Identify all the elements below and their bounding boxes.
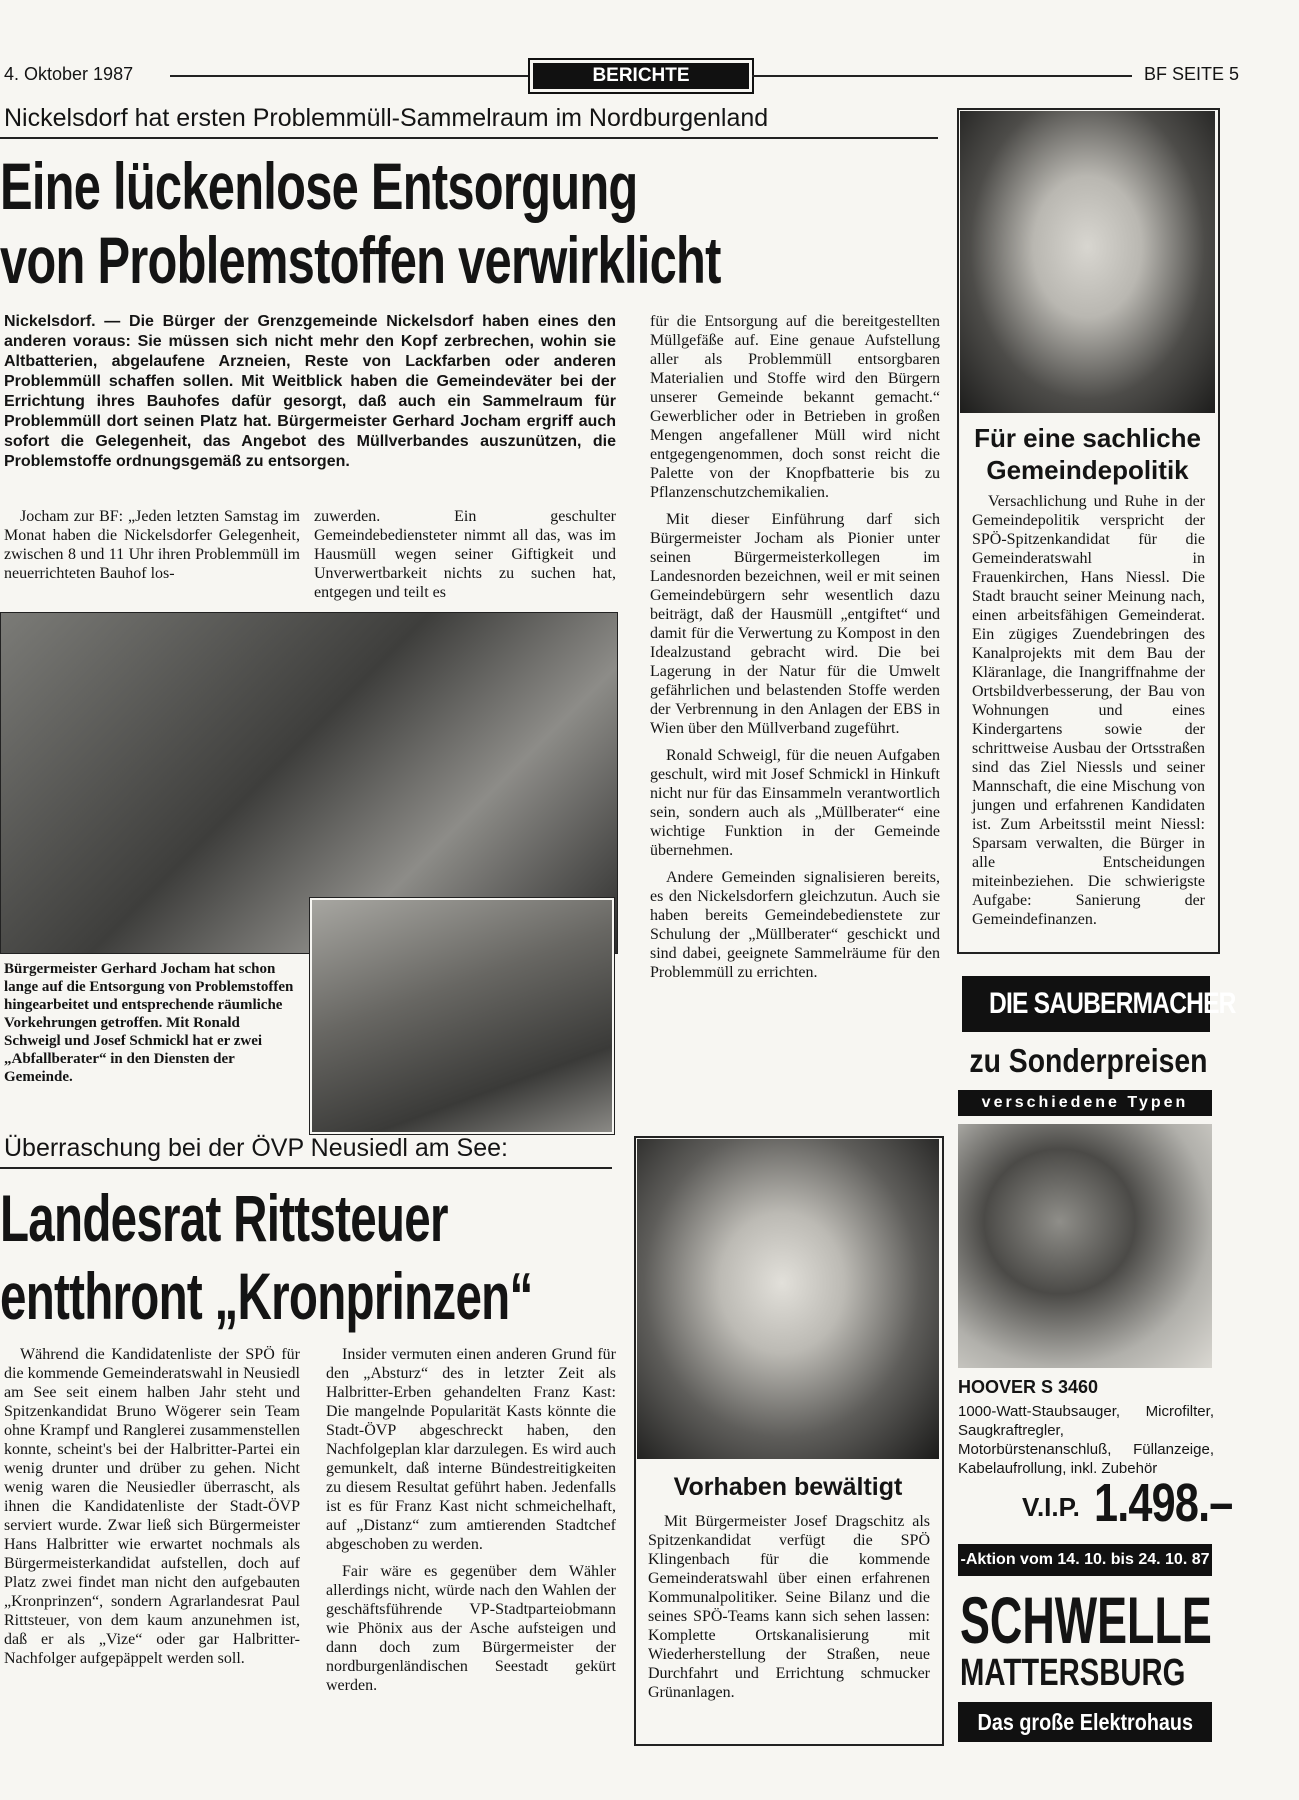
ad-price-block [1022, 1472, 1233, 1533]
sidebar2-text-p: Mit Bürgermeister Josef Dragschitz als Spitzenkandidat verfügt die SPÖ Klingenbach für die kommende Gemeinderatswahl über einen erfahrenen Kommunalpolitiker. Seine Bilanz und die seines SPÖ-Teams kann sich sehen lassen: Komplette Ortskanalisierung mit Wiederherstellung der Straßen, neue Durchfahrt und Errichtung schmucker Grünanlagen. [648, 1513, 930, 1701]
sidebar1-title-line1: Für eine sachliche [974, 423, 1201, 453]
niessl-portrait-photo [960, 111, 1215, 413]
article1-kicker-rule [0, 137, 938, 139]
ad-slogan-text: Das große Elektrohaus [977, 1709, 1193, 1735]
section-tag-label: BERICHTE [533, 63, 749, 89]
sidebar2-text [648, 1512, 930, 1710]
article1-col3-p3: Ronald Schweigl, für die neuen Aufgaben geschult, wird mit Josef Schmickl in Hinkuft nicht nur für das Einsammeln verantwortlich sein, sondern auch als „Müllberater“ eine wichtige Funktion in der Gemeinde übernehmen. [650, 747, 940, 859]
page-date: 4. Oktober 1987 [4, 64, 134, 84]
page-number: BF SEITE 5 [1144, 64, 1240, 84]
ad-vip-label: V.I.P. [1022, 1492, 1080, 1522]
header-rule-right [752, 75, 1132, 77]
ad-price: 1.498.– [1094, 1473, 1233, 1533]
sidebar1-title-line2: Gemeindepolitik [986, 455, 1189, 485]
article1-col3-p2: Mit dieser Einführung darf sich Bürgermeister Jocham als Pionier unter seinen Bürgermeisterkollegen im Landesnorden bezeichnen, weil er mit seinen Gemeindebürgern sehr wesentlich dazu beiträgt, daß der Hausmüll „entgiftet“ und damit für die Verwertung zu Kompost in den Idealzustand gebracht wird. Die bei Lagerung in der Natur für die Umwelt gefährlichen und belastenden Stoffe werden der Verbrennung in den Anlagen der EBS in Wien über den Müllverband zugeführt. [650, 511, 940, 737]
ad-title-bar-text: DIE SAUBERMACHER [989, 987, 1236, 1020]
ad-types-bar: verschiedene Typen [958, 1090, 1212, 1116]
header-rule-left [170, 75, 528, 77]
article2-col1-text: Während die Kandidatenliste der SPÖ für die kommende Gemeinderatswahl in Neusiedl am See seit einem halben Jahr steht und Spitzenkandidat Bruno Wögerer sein Team ohne Krampf und Ranglerei zusammenstellen konnte, scheint's bei der Halbritter-Partei ein wenig drunter und drüber zu gehen. Nicht wenig waren die Neusiedler überrascht, als ihnen die Kandidatenliste der Stadt-ÖVP serviert wurde. Zwar ließ sich Bürgermeister Hans Halbritter wie erwartet nochmals als Bürgermeisterkandidat aufstellen, doch auf Platz zwei findet man nicht den aufgebauten „Kronprinzen“, sondern Agrarlandesrat Paul Rittsteuer, von dem kaum anzunehmen ist, daß er als „Vize“ oder gar Halbritter-Nachfolger aufgepäppelt werden soll. [4, 1346, 300, 1667]
sidebar1-text-p: Versachlichung und Ruhe in der Gemeindepolitik verspricht der SPÖ-Spitzenkandidat für die Gemeinderatswahl in Frauenkirchen, Hans Niessl. Die Stadt braucht seiner Meinung nach, einen arbeitsfähigen Gemeinderat. Ein zügiges Zuendebringen des Kanalprojekts mit dem Bau der Kläranlage, die Inangriffnahme der Ortsbildverbesserung, der Bau von Wohnungen und eines Kindergartens sowie der schrittweise Ausbau der Ortsstraßen sind das Ziel Niessls und seiner Mannschaft, die eine Mischung von jungen und erfahrenen Kandidaten ist. Zum Arbeitsstil meint Niessl: Sparsam verwalten, die Bürger in alle Entscheidungen miteinbeziehen. Die schwierigste Aufgabe: Sanierung der Gemeindefinanzen. [972, 493, 1205, 928]
article2-col2-p2: Fair wäre es gegenüber dem Wähler allerdings nicht, würde nach den Wahlen der geschäftsführende VP-Stadtparteiobmann wie Phönix aus der Asche aufsteigen und dann doch zum Bürgermeister der nordburgenländischen Seestadt gekürt werden. [326, 1563, 616, 1694]
article2-headline-line2: entthront „Kronprinzen“ [0, 1259, 533, 1333]
article1-col2-text: zuwerden. Ein geschulter Gemeindebediensteter nimmt all das, was im Hausmüll wegen seiner Giftigkeit und Unverwertbarkeit nichts zu suchen hat, entgegen und teilt es [314, 508, 616, 601]
article2-col1 [4, 1345, 300, 1676]
article1-lead: Nickelsdorf. — Die Bürger der Grenzgemeinde Nickelsdorf haben eines den anderen voraus: Sie müssen sich nicht mehr den Kopf zerbrechen, wohin sie Altbatterien, abgelaufene Arzneien, Reste von Lackfarben oder anderen Problemmüll schaffen sollen. Mit Weitblick haben die Gemeindeväter bei der Errichtung ihres Bauhofes dafür gesorgt, daß auch ein Sammelraum für Problemmüll dort seinen Platz hat. Bürgermeister Gerhard Jocham ergriff auch sofort die Gelegenheit, das Angebot des Müllverbandes auszunützen, die Problemstoffe ordnungsgemäß zu entsorgen. [4, 313, 616, 470]
ad-brand-line1: SCHWELLE [960, 1583, 1212, 1657]
article1-col2 [314, 507, 616, 610]
dragschitz-portrait-photo [637, 1139, 939, 1459]
article1-col3-p4: Andere Gemeinden signalisieren bereits, es den Nickelsdorfern gleichzutun. Auch sie haben bereits Gemeindebedienstete zur Schulung der „Müllberater“ geschickt und sind dabei, geeignete Sammelräume für den Problemmüll zu errichten. [650, 869, 940, 981]
article1-col3-p1: für die Entsorgung auf die bereitgestellten Müllgefäße auf. Eine genaue Aufstellung aller als Problemmüll entsorgbaren Materialien und Stoffe wird den Bürgern unserer Gemeinde bekannt gemacht.“ Gewerblicher oder in Betrieben in großen Mengen angefallener Müll wird nicht entgegengenommen, doch sonst reicht die Palette von der Knopfbatterie bis zu Pflanzenschutzchemikalien. [650, 313, 940, 501]
article1-col1 [4, 507, 300, 591]
ad-title-bar [962, 976, 1236, 1032]
storage-room-photo [310, 898, 614, 1134]
article2-col2 [326, 1345, 616, 1703]
ad-aktion-bar: -Aktion vom 14. 10. bis 24. 10. 87 [958, 1544, 1212, 1576]
vacuum-cleaner-photo [958, 1124, 1212, 1368]
article1-kicker: Nickelsdorf hat ersten Problemmüll-Sammelraum im Nordburgenland [4, 104, 769, 132]
article2-headline-line1: Landesrat Rittsteuer [0, 1181, 448, 1255]
article1-col3 [650, 312, 940, 990]
ad-subtitle-text: zu Sonderpreisen [969, 1042, 1208, 1079]
sidebar1-text [972, 492, 1205, 937]
sidebar1-title [960, 422, 1215, 486]
ad-product-name: HOOVER S 3460 [958, 1377, 1099, 1397]
ad-product-desc: 1000-Watt-Staubsauger, Microfilter, Saugkraftregler, Motorbürstenanschluß, Füllanzeige, Kabelaufrollung, inkl. Zubehör [958, 1403, 1214, 1477]
ad-brand-line2: MATTERSBURG [960, 1652, 1186, 1694]
article1-col1-text: Jocham zur BF: „Jeden letzten Samstag im Monat haben die Nickelsdorfer Gelegenheit, zwischen 8 und 11 Uhr ihren Problemmüll im neuerrichteten Bauhof los- [4, 508, 300, 582]
article1-photo-caption: Bürgermeister Gerhard Jocham hat schon lange auf die Entsorgung von Problemstoffen hingearbeitet und entsprechende räumliche Vorkehrungen getroffen. Mit Ronald Schweigl und Josef Schmickl hat er zwei „Abfallberater“ in den Diensten der Gemeinde. [4, 960, 300, 1086]
article2-kicker: Überraschung bei der ÖVP Neusiedl am See: [4, 1134, 508, 1162]
article1-headline-line1: Eine lückenlose Entsorgung [0, 149, 638, 223]
article1-headline-line2: von Problemstoffen verwirklicht [0, 223, 721, 297]
article2-col2-p1: Insider vermuten einen anderen Grund für den „Absturz“ des in letzter Zeit als Halbritter-Erben gehandelten Franz Kast: Die mangelnde Popularität Kasts könnte die Stadt-ÖVP abgeschreckt haben, den Nachfolgeplan klar darzulegen. Es wird auch gemunkelt, daß interne Bündestreitigkeiten zu diesem Resultat geführt haben. Jedenfalls ist es für Franz Kast nicht schmeichelhaft, auf „Distanz“ zum amtierenden Stadtchef abgeschoben zu werden. [326, 1346, 616, 1553]
ad-subtitle [950, 1040, 1222, 1082]
section-tag [528, 58, 754, 94]
sidebar2-title: Vorhaben bewältigt [673, 1473, 903, 1501]
ad-slogan-bar [958, 1702, 1212, 1742]
article2-kicker-rule [0, 1167, 612, 1169]
